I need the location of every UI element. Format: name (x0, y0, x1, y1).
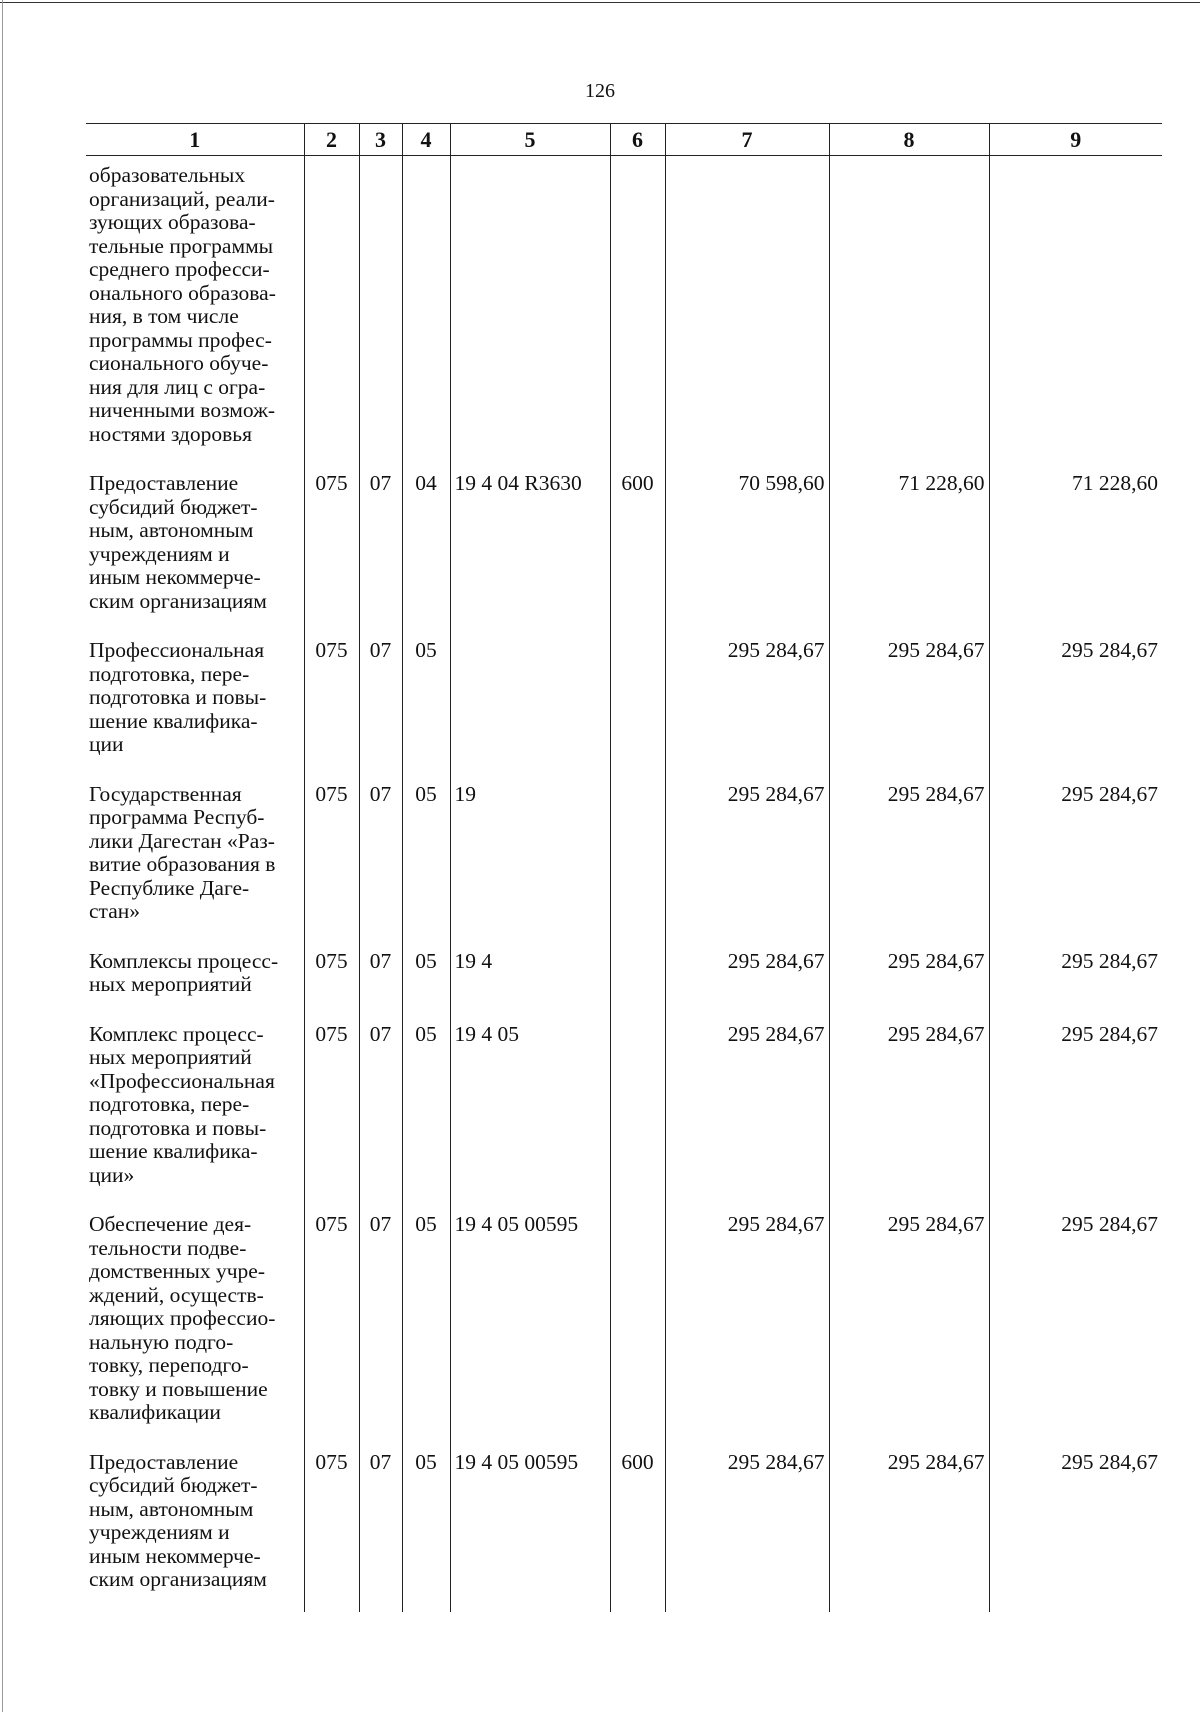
cell-ministry-code: 075 (304, 1207, 359, 1445)
cell-subsection: 05 (402, 777, 450, 944)
item-name: Государственная программа Респуб- лики Дагестан «Раз- витие образования в Республике Даге- стан» (89, 781, 276, 923)
table-row (86, 1445, 1162, 1612)
cell-target-article (450, 156, 610, 467)
item-name: Комплексы процесс- ных мероприятий (89, 948, 279, 996)
item-name: Профессиональная подготовка, пере- подготовка и повы- шение квалифика- ции (89, 638, 267, 756)
cell-target-article: 19 4 05 00595 (450, 1207, 610, 1445)
page-top-border (0, 2, 1200, 3)
cell-amount-col8: 295 284,67 (829, 633, 989, 777)
column-header: 4 (402, 124, 450, 156)
cell-ministry-code: 075 (304, 777, 359, 944)
cell-amount-col9: 295 284,67 (989, 944, 1162, 1017)
table-row (86, 633, 1162, 777)
cell-section: 07 (359, 944, 402, 1017)
cell-amount-col8: 295 284,67 (829, 1017, 989, 1208)
cell-amount-col8: 71 228,60 (829, 466, 989, 633)
cell-amount-col9 (989, 156, 1162, 467)
cell-expense-type (610, 156, 665, 467)
cell-amount-col8: 295 284,67 (829, 1445, 989, 1612)
cell-target-article: 19 4 (450, 944, 610, 1017)
cell-amount-col7: 295 284,67 (665, 777, 829, 944)
column-header: 1 (86, 124, 304, 156)
cell-expense-type (610, 944, 665, 1017)
cell-section: 07 (359, 777, 402, 944)
table-row (86, 466, 1162, 633)
cell-amount-col9: 295 284,67 (989, 1445, 1162, 1612)
cell-amount-col8: 295 284,67 (829, 1207, 989, 1445)
cell-subsection: 05 (402, 633, 450, 777)
column-header: 9 (989, 124, 1162, 156)
column-header: 3 (359, 124, 402, 156)
cell-expense-type (610, 777, 665, 944)
page-number: 126 (585, 80, 615, 102)
cell-amount-col7: 295 284,67 (665, 1017, 829, 1208)
cell-expense-type: 600 (610, 1445, 665, 1612)
cell-amount-col9: 295 284,67 (989, 777, 1162, 944)
item-name: образовательных организаций, реали- зующих образова- тельные программы среднего професси- онального образова- ния, в том числе программы профес- сионального обуче- ния для лиц с огра- ниченными возмож- ностями здоровья (89, 163, 276, 446)
cell-amount-col7 (665, 156, 829, 467)
cell-target-article: 19 (450, 777, 610, 944)
cell-section: 07 (359, 1017, 402, 1208)
table-row (86, 1017, 1162, 1208)
cell-amount-col8: 295 284,67 (829, 944, 989, 1017)
cell-amount-col7: 70 598,60 (665, 466, 829, 633)
cell-amount-col9: 295 284,67 (989, 1207, 1162, 1445)
cell-expense-type (610, 1207, 665, 1445)
cell-section: 07 (359, 466, 402, 633)
cell-amount-col7: 295 284,67 (665, 1207, 829, 1445)
item-name: Предоставление субсидий бюджет- ным, автономным учреждениям и иным некоммерче- ским организациям (89, 471, 267, 613)
cell-amount-col9: 295 284,67 (989, 633, 1162, 777)
table-header-row (86, 124, 1162, 156)
cell-target-article (450, 633, 610, 777)
table-row (86, 944, 1162, 1017)
cell-amount-col9: 295 284,67 (989, 1017, 1162, 1208)
item-name: Предоставление субсидий бюджет- ным, автономным учреждениям и иным некоммерче- ским организациям (89, 1449, 267, 1591)
cell-ministry-code: 075 (304, 466, 359, 633)
cell-subsection: 05 (402, 1207, 450, 1445)
cell-ministry-code (304, 156, 359, 467)
cell-ministry-code: 075 (304, 1445, 359, 1612)
cell-section: 07 (359, 1207, 402, 1445)
cell-section: 07 (359, 1445, 402, 1612)
column-header: 5 (450, 124, 610, 156)
table-row (86, 156, 1162, 467)
cell-target-article: 19 4 05 (450, 1017, 610, 1208)
cell-target-article: 19 4 05 00595 (450, 1445, 610, 1612)
cell-subsection: 04 (402, 466, 450, 633)
cell-amount-col7: 295 284,67 (665, 944, 829, 1017)
cell-amount-col7: 295 284,67 (665, 1445, 829, 1612)
item-name: Обеспечение дея- тельности подве- домственных учре- ждений, осуществ- ляющих профессио- нальную подго- товку, переподго- товку и повышение квалификации (89, 1212, 276, 1424)
cell-subsection: 05 (402, 1017, 450, 1208)
cell-amount-col8 (829, 156, 989, 467)
cell-subsection: 05 (402, 944, 450, 1017)
cell-expense-type (610, 633, 665, 777)
cell-amount-col7: 295 284,67 (665, 633, 829, 777)
column-header: 8 (829, 124, 989, 156)
budget-table (86, 123, 1162, 1612)
column-header: 6 (610, 124, 665, 156)
cell-ministry-code: 075 (304, 944, 359, 1017)
item-name: Комплекс процесс- ных мероприятий «Профессиональная подготовка, пере- подготовка и повы- шение квалифика- ции» (89, 1021, 275, 1187)
cell-amount-col8: 295 284,67 (829, 777, 989, 944)
table-row (86, 777, 1162, 944)
column-header: 7 (665, 124, 829, 156)
cell-amount-col9: 71 228,60 (989, 466, 1162, 633)
cell-section: 07 (359, 633, 402, 777)
page-left-border (2, 0, 3, 1712)
table-row (86, 1207, 1162, 1445)
cell-expense-type: 600 (610, 466, 665, 633)
cell-expense-type (610, 1017, 665, 1208)
cell-ministry-code: 075 (304, 1017, 359, 1208)
cell-subsection (402, 156, 450, 467)
cell-section (359, 156, 402, 467)
cell-ministry-code: 075 (304, 633, 359, 777)
column-header: 2 (304, 124, 359, 156)
cell-target-article: 19 4 04 R3630 (450, 466, 610, 633)
cell-subsection: 05 (402, 1445, 450, 1612)
